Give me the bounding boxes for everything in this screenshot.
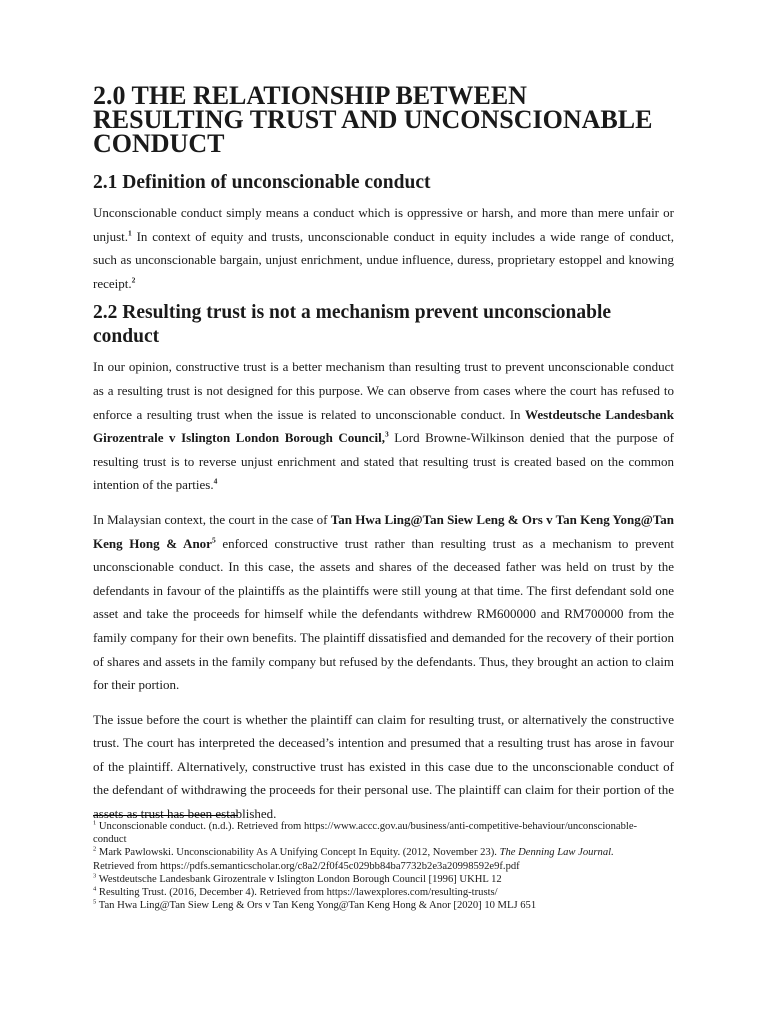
case-name-tan-hwa-ling: Tan Hwa Ling@Tan Siew Leng & Ors v Tan Keng Yong@Tan Keng Hong & Anor	[93, 511, 674, 551]
footnote-separator	[93, 815, 238, 816]
footnote-ref-3[interactable]: 3	[385, 429, 389, 439]
footnote-3	[93, 873, 653, 886]
paragraph-definition	[93, 201, 674, 295]
section-heading-2-2: 2.2 Resulting trust is not a mechanism prevent unconscionable conduct	[93, 302, 612, 348]
footnote-text: Unconscionable conduct. (n.d.). Retrieved from https://www.accc.gov.au/business/anti-competitive-behaviour/unconscionable-conduct	[93, 821, 638, 846]
case-name-westdeutsche: Westdeutsche Landesbank Girozentrale v Islington London Borough Council	[93, 406, 675, 446]
paragraph-opinion	[93, 355, 674, 497]
footnote-ref-5[interactable]: 5	[211, 535, 216, 545]
footnote-number: 4	[93, 885, 97, 893]
footnote-number: 1	[93, 819, 97, 827]
paragraph-malaysian-context	[93, 508, 674, 697]
footnote-number: 3	[93, 872, 97, 880]
case-comma: ,	[381, 430, 385, 446]
footnote-number: 2	[93, 845, 97, 853]
footnote-text: Mark Pawlowski. Unconscionability As A Unifying Concept In Equity. (2012, November 23).	[96, 847, 500, 859]
paragraph-text: enforced constructive trust rather than resulting trust as a mechanism to prevent unconscionable conduct. In this case, the assets and shares of the deceased father was held on trust by the defendants in favour of the plaintiffs as the plaintiffs were still young at that time. The first defendant sold one asset and take the proceeds for himself while the defendants withdrew RM600000 and RM700000 from the family company for their own benefits. The plaintiff dissatisfied and demanded for the recovery of their portion of shares and assets in the family company but refused by the defendants. Thus, they brought an action to claim for their portion.	[93, 535, 674, 693]
journal-title: The Denning Law Journal.	[499, 847, 614, 859]
footnote-4	[93, 886, 653, 899]
footnote-number: 5	[93, 898, 97, 906]
paragraph-issue: The issue before the court is whether the plaintiff can claim for resulting trust, or alternatively the constructive trust. The court has interpreted the deceased’s intention and presumed that a resulting trust has arose in favour of the plaintiff. Alternatively, constructive trust has existed in this case due to the unconscionable conduct of the defendant of withdrawing the proceeds for their personal use. The plaintiff can claim for their portion of the assets as trust has been established.	[93, 711, 674, 822]
paragraph-text: In Malaysian context, the court in the case of	[93, 511, 331, 527]
footnote-text: Tan Hwa Ling@Tan Siew Leng & Ors v Tan Keng Yong@Tan Keng Hong & Anor [2020] 10 MLJ 651	[96, 900, 537, 912]
chapter-heading: 2.0 THE RELATIONSHIP BETWEEN RESULTING TRUST AND UNCONSCIONABLE CONDUCT	[93, 81, 653, 158]
paragraph-text: In context of equity and trusts, unconscionable conduct in equity includes a wide range of conduct, such as unconscionable bargain, unjust enrichment, undue influence, duress, proprietary estoppel and knowing receipt.	[93, 228, 674, 291]
section-heading-2-1: 2.1 Definition of unconscionable conduct	[93, 172, 431, 193]
footnotes	[93, 820, 653, 912]
footnote-5	[93, 899, 653, 912]
footnote-ref-1[interactable]: 1	[128, 228, 132, 238]
paragraph-text: Unconscionable conduct simply means a conduct which is oppressive or harsh, and more than mere unfair or unjust.	[93, 205, 674, 244]
footnote-1	[93, 820, 653, 846]
document-body	[93, 0, 674, 826]
footnote-ref-2[interactable]: 2	[131, 275, 136, 285]
footnote-text: Resulting Trust. (2016, December 4). Retrieved from https://lawexplores.com/resulting-trusts/	[96, 887, 498, 899]
footnote-text: Westdeutsche Landesbank Girozentrale v Islington London Borough Council [1996] UKHL 12	[96, 873, 502, 885]
footnote-text: Retrieved from https://pdfs.semanticscholar.org/c8a2/2f0f45c029bb84ba7732b2e3a20998592e9f.pdf	[93, 860, 520, 872]
paragraph-text: Lord Browne-Wilkinson denied that the purpose of resulting trust is to reverse unjust enrichment and stated that resulting trust is created based on the common intention of the parties.	[93, 430, 674, 493]
paragraph-text: In our opinion, constructive trust is a better mechanism than resulting trust to prevent unconscionable conduct as a resulting trust is not designed for this purpose. We can observe from cases where the court has refused to enforce a resulting trust when the issue is related to unconscionable conduct. In	[93, 359, 674, 422]
footnote-2	[93, 846, 653, 872]
footnote-ref-4[interactable]: 4	[213, 477, 218, 487]
